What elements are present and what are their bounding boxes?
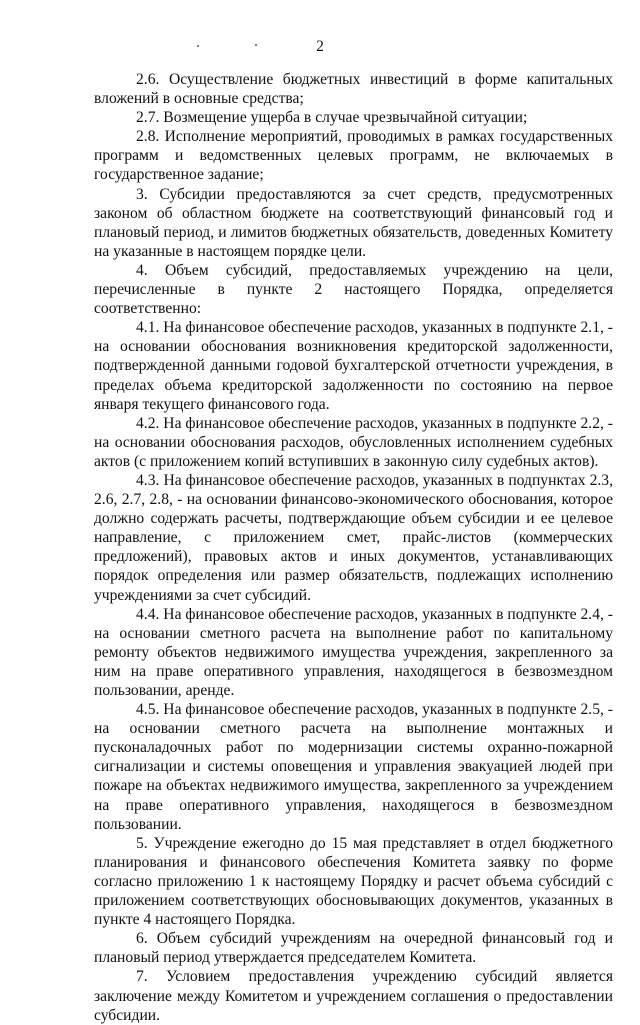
- paragraph-2-8: 2.8. Исполнение мероприятий, проводимых в рамках государственных программ и ведомственных целевых программ, не включаемых в государственное задание;: [94, 128, 613, 184]
- paragraph-2-7: 2.7. Возмещение ущерба в случае чрезвычайной ситуации;: [136, 109, 528, 127]
- document-body: [94, 70, 613, 1025]
- paragraph-6: 6. Объем субсидий учреждениям на очередной финансовый год и плановый период утверждается председателем Комитета.: [94, 930, 613, 967]
- paragraph-4: 4. Объем субсидий, предоставляемых учреждению на цели, перечисленные в пункте 2 настоящего Порядка, определяется соответственно:: [94, 261, 613, 318]
- paragraph-4-5: 4.5. На финансовое обеспечение расходов, указанных в подпункте 2.5, - на основании сметного расчета на выполнение монтажных и пусконаладочных работ по модернизации системы охранно-пожарной сигнализации и системы оповещения и управления эвакуацией людей при пожаре на объектах недвижимого имущества, закрепленного за учреждением на праве оперативного управления, находящегося в безвозмездном пользовании.: [94, 701, 613, 833]
- paragraph-7: 7. Условием предоставления учреждению субсидий является заключение между Комитетом и учреждением соглашения о предоставлении субсидии.: [94, 968, 613, 1024]
- paragraph-4-4: 4.4. На финансовое обеспечение расходов, указанных в подпункте 2.4, - на основании сметного расчета на выполнение работ по капитальному ремонту объектов недвижимого имущества учреждения, закрепленного за ним на праве оперативного управления, находящегося в безвозмездном пользовании, аренде.: [94, 605, 613, 699]
- paragraph-4-2: 4.2. На финансовое обеспечение расходов, указанных в подпункте 2.2, - на основании обоснования расходов, обусловленных исполнением судебных актов (с приложением копий вступивших в законную силу судебных актов).: [94, 414, 613, 470]
- paragraph-5: 5. Учреждение ежегодно до 15 мая представляет в отдел бюджетного планирования и финансового обеспечения Комитета заявку по форме согласно приложению 1 к настоящему Порядку и расчет объема субсидий с приложением соответствующих обосновывающих документов, указанных в пункте 4 настоящего Порядка.: [94, 834, 613, 929]
- paragraph-4-1: 4.1. На финансовое обеспечение расходов, указанных в подпункте 2.1, - на основании обоснования возникновения кредиторской задолженности, подтвержденной данными годовой бухгалтерской отчетности учреждения, в пределах объема кредиторской задолженности по состоянию на первое января текущего финансового года.: [94, 319, 613, 413]
- scan-speck: [197, 45, 199, 47]
- paragraph-2-6: 2.6. Осуществление бюджетных инвестиций в форме капитальных вложений в основные средства;: [94, 71, 613, 108]
- paragraph-4-3: 4.3. На финансовое обеспечение расходов, указанных в подпунктах 2.3, 2.6, 2.7, 2.8, - на основании финансово-экономического обоснования, которое должно содержать расчеты, подтверждающие объем субсидии и ее целевое направление, с приложением смет, прайс-листов (коммерческих предложений), правовых актов и иных документов, устанавливающих порядок определения или размер обязательств, подлежащих исполнению учреждениями за счет субсидий.: [94, 471, 613, 604]
- paragraph-3: 3. Субсидии предоставляются за счет средств, предусмотренных законом об областном бюджете на соответствующий финансовый год и плановый период, и лимитов бюджетных обязательств, доведенных Комитету на указанные в настоящем порядке цели.: [94, 185, 613, 260]
- scan-speck: [255, 44, 257, 46]
- page-number: 2: [316, 38, 324, 55]
